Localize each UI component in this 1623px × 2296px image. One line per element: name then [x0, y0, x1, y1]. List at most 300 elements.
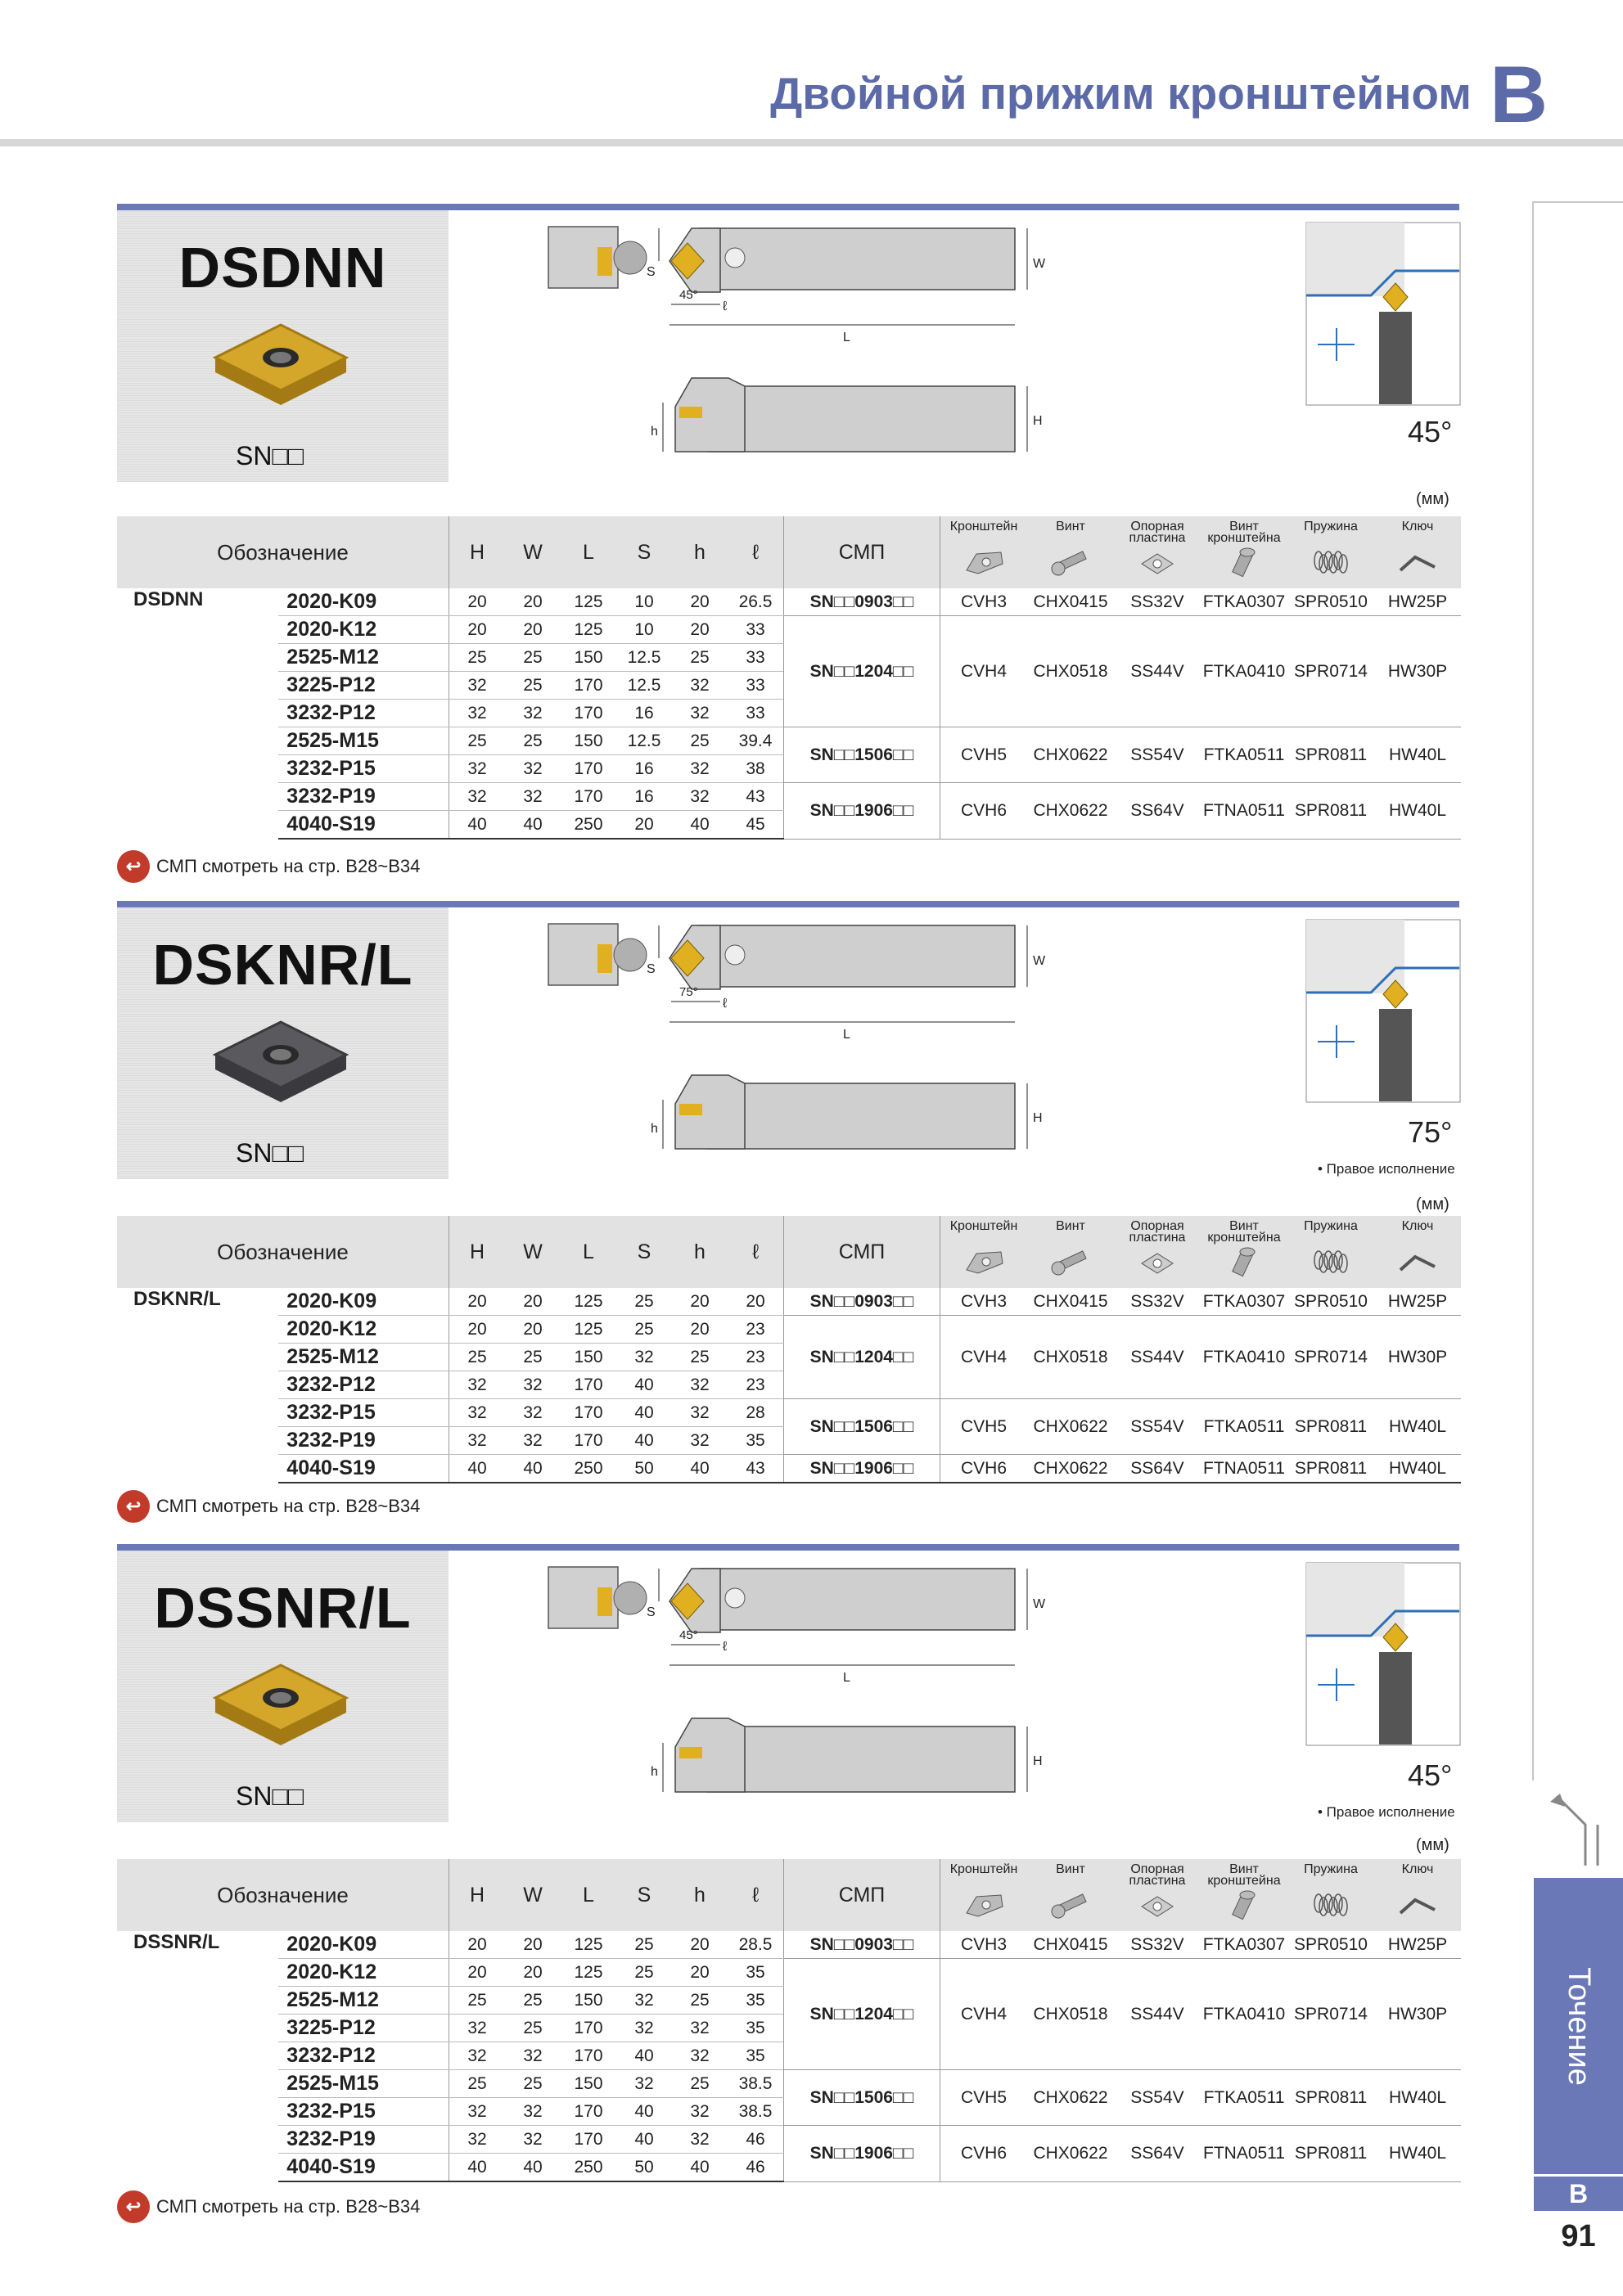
dim-W-cell: 25	[505, 672, 561, 700]
dimension-l-label: ℓ	[723, 299, 728, 313]
insert-reference-note[interactable]	[117, 850, 420, 883]
table-row	[117, 1931, 1461, 1959]
accessory-code: HW30P	[1374, 1316, 1461, 1399]
dim-W-cell: 25	[505, 1987, 561, 2015]
arrow-icon: ↩	[117, 1490, 150, 1523]
dimension-l-label: ℓ	[723, 1640, 728, 1654]
accessory-header-label: Ключ	[1401, 520, 1434, 533]
dim-l-cell: 35	[728, 1987, 784, 2015]
dim-h-cell: 32	[672, 2098, 728, 2126]
accessory-code: CVH4	[940, 1959, 1028, 2070]
clamp-icon	[960, 546, 1008, 579]
dim-l-cell: 28	[728, 1399, 784, 1427]
insert-code: SN□□0903□□	[784, 1288, 940, 1316]
accessory-code: SPR0811	[1287, 727, 1374, 783]
accessory-code: SS54V	[1114, 727, 1201, 783]
accessory-header	[1374, 1216, 1461, 1288]
clamp-screw-icon	[1220, 1889, 1268, 1921]
dim-L-cell: 170	[561, 2098, 616, 2126]
dim-H-cell: 20	[449, 1959, 506, 1987]
tool-type: DSSNR/L	[133, 1931, 220, 1953]
dim-L-cell: 125	[561, 1316, 616, 1344]
tool-size: 4040-S19	[278, 1455, 449, 1483]
accessory-code: FTKA0410	[1201, 1959, 1287, 2070]
dim-L-cell: 125	[561, 1959, 616, 1987]
dim-S-cell: 25	[616, 1288, 672, 1316]
dim-L-cell: 150	[561, 1344, 616, 1371]
smp-header: СМП	[784, 1859, 940, 1931]
dim-W-cell: 32	[505, 2098, 561, 2126]
accessory-code: CHX0622	[1027, 1399, 1114, 1455]
dim-header: H	[449, 1859, 506, 1931]
accessory-header	[1287, 1859, 1374, 1931]
accessory-header-label: Опорная пластина	[1129, 520, 1186, 545]
accessory-code: CHX0518	[1027, 1959, 1114, 2070]
section-dsknr	[0, 901, 1623, 1539]
accessory-code: FTKA0511	[1201, 727, 1287, 783]
table-row	[117, 727, 1461, 755]
dim-S-cell: 12.5	[616, 644, 672, 672]
dim-S-cell: 32	[616, 2015, 672, 2042]
accessory-header-label: Пружина	[1304, 1862, 1358, 1876]
accessory-code: CHX0518	[1027, 1316, 1114, 1399]
tool-dimension-diagram	[524, 907, 1146, 1177]
insert-reference-note[interactable]	[117, 1490, 420, 1523]
units-label: (мм)	[1416, 490, 1449, 508]
accessory-code: SS32V	[1114, 1931, 1201, 1959]
dim-h-cell: 32	[672, 2042, 728, 2070]
dim-W-cell: 32	[505, 1399, 561, 1427]
dimension-S-label: S	[647, 962, 656, 976]
accessory-header	[1114, 1216, 1201, 1288]
spec-table	[117, 1216, 1461, 1483]
spring-icon	[1307, 546, 1355, 579]
accessory-code: SS64V	[1114, 2126, 1201, 2182]
dim-L-cell: 125	[561, 616, 616, 644]
dim-header: h	[672, 1216, 728, 1288]
accessory-code: SS54V	[1114, 2070, 1201, 2126]
accessory-header-label: Кронштейн	[949, 1862, 1018, 1876]
dim-S-cell: 10	[616, 588, 672, 616]
accessory-header-label: Винт кронштейна	[1207, 520, 1281, 545]
accessory-code: SS54V	[1114, 1399, 1201, 1455]
dim-W-cell: 25	[505, 1344, 561, 1371]
accessory-code: HW40L	[1374, 2070, 1461, 2126]
dim-l-cell: 38.5	[728, 2070, 784, 2098]
accessory-code: FTNA0511	[1201, 783, 1287, 840]
accessory-header-label: Пружина	[1304, 520, 1358, 533]
dim-W-cell: 25	[505, 644, 561, 672]
accessory-code: SPR0811	[1287, 1455, 1374, 1483]
application-diagram	[1305, 222, 1461, 406]
accessory-header-label: Винт	[1056, 520, 1085, 533]
key-icon	[1394, 546, 1441, 579]
tool-size: 2525-M12	[278, 1987, 449, 2015]
dim-L-cell: 170	[561, 1427, 616, 1455]
dim-S-cell: 25	[616, 1931, 672, 1959]
dimension-H-label: H	[1033, 1754, 1043, 1768]
accessory-code: SPR0510	[1287, 588, 1374, 616]
dim-header: S	[616, 1859, 672, 1931]
page-title: Двойной прижим кронштейном	[770, 68, 1472, 119]
dim-H-cell: 20	[449, 1316, 506, 1344]
insert-code: SN□□1506□□	[784, 2070, 940, 2126]
dim-W-cell: 20	[505, 1931, 561, 1959]
table-header-row	[117, 1859, 1461, 1931]
hand-note: • Правое исполнение	[1318, 1804, 1455, 1820]
accessory-code: SS44V	[1114, 1316, 1201, 1399]
dimension-h-label: h	[651, 1765, 658, 1779]
dim-h-cell: 32	[672, 672, 728, 700]
dim-S-cell: 25	[616, 1959, 672, 1987]
application-diagram	[1305, 919, 1461, 1103]
accessory-code: CVH6	[940, 1455, 1028, 1483]
reference-text: СМП смотреть на стр. B28~B34	[156, 1496, 421, 1516]
dim-L-cell: 170	[561, 672, 616, 700]
dimension-L-label: L	[843, 331, 850, 344]
dim-l-cell: 33	[728, 672, 784, 700]
tool-size: 3232-P12	[278, 700, 449, 727]
accessory-code: SPR0510	[1287, 1931, 1374, 1959]
tool-type: DSKNR/L	[133, 1288, 221, 1310]
accessory-code: CVH3	[940, 1288, 1028, 1316]
tool-size: 2020-K12	[278, 616, 449, 644]
accessory-header	[1201, 1216, 1287, 1288]
dim-h-cell: 32	[672, 2015, 728, 2042]
section-letter: B	[1490, 49, 1548, 139]
tool-type: DSDNN	[133, 588, 204, 610]
accessory-header-label: Ключ	[1401, 1219, 1434, 1233]
tool-code: DSSNR/L	[154, 1576, 412, 1640]
accessory-code: HW40L	[1374, 727, 1461, 783]
dim-W-cell: 32	[505, 700, 561, 727]
dim-l-cell: 39.4	[728, 727, 784, 755]
dim-l-cell: 35	[728, 2015, 784, 2042]
dim-S-cell: 50	[616, 2154, 672, 2182]
accessory-code: HW40L	[1374, 783, 1461, 840]
dim-l-cell: 38	[728, 755, 784, 783]
dim-W-cell: 20	[505, 616, 561, 644]
dim-header: ℓ	[728, 1859, 784, 1931]
dim-L-cell: 250	[561, 2154, 616, 2182]
screw-icon	[1047, 1889, 1094, 1921]
dim-h-cell: 25	[672, 727, 728, 755]
dim-W-cell: 32	[505, 1427, 561, 1455]
dim-h-cell: 20	[672, 1288, 728, 1316]
dim-L-cell: 125	[561, 588, 616, 616]
dimension-H-label: H	[1033, 1111, 1043, 1125]
insert-code: SN□□1204□□	[784, 1316, 940, 1399]
dim-h-cell: 32	[672, 1427, 728, 1455]
dim-header: ℓ	[728, 1216, 784, 1288]
dim-L-cell: 250	[561, 811, 616, 840]
insert-code: SN□□1506□□	[784, 727, 940, 783]
accessory-code: SPR0811	[1287, 2126, 1374, 2182]
table-row	[117, 1288, 1461, 1316]
table-header-row	[117, 1216, 1461, 1288]
accessory-header	[1374, 1859, 1461, 1931]
tool-size: 2020-K12	[278, 1316, 449, 1344]
dim-W-cell: 40	[505, 1455, 561, 1483]
tool-size: 3232-P12	[278, 1371, 449, 1399]
accessory-code: CHX0518	[1027, 616, 1114, 727]
accessory-code: CHX0622	[1027, 2126, 1114, 2182]
accessory-code: HW40L	[1374, 1399, 1461, 1455]
accessory-code: SS64V	[1114, 1455, 1201, 1483]
insert-reference-note[interactable]	[117, 2190, 420, 2223]
dim-l-cell: 43	[728, 783, 784, 811]
accessory-header-label: Винт кронштейна	[1207, 1862, 1281, 1888]
accessory-code: FTKA0307	[1201, 588, 1287, 616]
accessory-code: CHX0415	[1027, 1288, 1114, 1316]
tool-id-panel	[117, 1551, 449, 1822]
accessory-code: CVH5	[940, 727, 1028, 783]
dim-W-cell: 25	[505, 2015, 561, 2042]
insert-code: SN□□1204□□	[784, 616, 940, 727]
accessory-code: HW25P	[1374, 1931, 1461, 1959]
dim-H-cell: 25	[449, 1987, 506, 2015]
table-row	[117, 1399, 1461, 1427]
dim-l-cell: 45	[728, 811, 784, 840]
dim-L-cell: 170	[561, 2126, 616, 2154]
dim-l-cell: 35	[728, 1959, 784, 1987]
dim-W-cell: 20	[505, 1288, 561, 1316]
spec-table	[117, 516, 1461, 840]
insert-image	[199, 1006, 363, 1112]
dim-h-cell: 32	[672, 755, 728, 783]
accessory-code: FTKA0511	[1201, 1399, 1287, 1455]
accessory-code: SPR0811	[1287, 2070, 1374, 2126]
accessory-code: CHX0622	[1027, 783, 1114, 840]
accessory-code: SPR0811	[1287, 1399, 1374, 1455]
tool-size: 4040-S19	[278, 2154, 449, 2182]
dim-H-cell: 25	[449, 727, 506, 755]
designation-header: Обозначение	[117, 1859, 449, 1931]
accessory-header	[940, 1216, 1028, 1288]
accessory-code: FTNA0511	[1201, 2126, 1287, 2182]
dim-header: L	[561, 516, 616, 588]
dim-W-cell: 20	[505, 1316, 561, 1344]
dim-h-cell: 40	[672, 2154, 728, 2182]
page-number: 91	[1561, 2219, 1596, 2253]
accessory-code: CVH3	[940, 588, 1028, 616]
dim-H-cell: 32	[449, 1371, 506, 1399]
dim-l-cell: 23	[728, 1344, 784, 1371]
dim-S-cell: 20	[616, 811, 672, 840]
accessory-code: CHX0622	[1027, 727, 1114, 783]
dim-W-cell: 25	[505, 727, 561, 755]
insert-code: SN□□0903□□	[784, 1931, 940, 1959]
arrow-icon: ↩	[117, 2190, 150, 2223]
dim-L-cell: 170	[561, 1399, 616, 1427]
accessory-code: CVH5	[940, 1399, 1028, 1455]
dim-H-cell: 40	[449, 1455, 506, 1483]
accessory-code: SS32V	[1114, 588, 1201, 616]
dim-S-cell: 50	[616, 1455, 672, 1483]
dim-H-cell: 32	[449, 2126, 506, 2154]
accessory-header-label: Винт	[1056, 1862, 1085, 1876]
dim-h-cell: 25	[672, 1344, 728, 1371]
dim-S-cell: 40	[616, 1399, 672, 1427]
tool-size: 3232-P19	[278, 2126, 449, 2154]
dim-header: W	[505, 516, 561, 588]
approach-angle: 75°	[1408, 1115, 1453, 1149]
dim-L-cell: 170	[561, 1371, 616, 1399]
tool-size: 2020-K09	[278, 1288, 449, 1316]
header-rule	[0, 139, 1623, 146]
accessory-header	[1027, 1859, 1114, 1931]
section-top-bar	[117, 901, 1459, 907]
dim-h-cell: 40	[672, 811, 728, 840]
dim-h-cell: 20	[672, 616, 728, 644]
dim-L-cell: 250	[561, 1455, 616, 1483]
tool-size: 2525-M15	[278, 2070, 449, 2098]
table-row	[117, 588, 1461, 616]
accessory-code: FTKA0511	[1201, 2070, 1287, 2126]
shim-plate-icon	[1134, 1889, 1181, 1921]
table-row	[117, 1959, 1461, 1987]
accessory-code: CVH3	[940, 1931, 1028, 1959]
tool-dimension-diagram	[524, 210, 1146, 480]
accessory-header-label: Ключ	[1401, 1862, 1434, 1876]
dim-S-cell: 40	[616, 2126, 672, 2154]
dim-S-cell: 32	[616, 1344, 672, 1371]
dim-header: h	[672, 516, 728, 588]
dim-l-cell: 23	[728, 1316, 784, 1344]
dim-H-cell: 20	[449, 588, 506, 616]
dim-header: H	[449, 1216, 506, 1288]
dimension-S-label: S	[647, 1605, 656, 1619]
dim-h-cell: 20	[672, 1316, 728, 1344]
accessory-header	[1114, 1859, 1201, 1931]
dimension-W-label: W	[1033, 954, 1046, 968]
sidebar-tab-letter: B	[1534, 2177, 1623, 2211]
dim-H-cell: 32	[449, 700, 506, 727]
accessory-code: CVH6	[940, 2126, 1028, 2182]
section-top-bar	[117, 1544, 1459, 1551]
tool-dimension-diagram	[524, 1551, 1146, 1821]
accessory-header-label: Опорная пластина	[1129, 1219, 1186, 1245]
tool-size: 2020-K12	[278, 1959, 449, 1987]
tool-size: 3232-P12	[278, 2042, 449, 2070]
dim-L-cell: 150	[561, 727, 616, 755]
table-row	[117, 783, 1461, 811]
dim-S-cell: 32	[616, 1987, 672, 2015]
dim-h-cell: 32	[672, 1371, 728, 1399]
dim-header: H	[449, 516, 506, 588]
tool-size: 2525-M12	[278, 644, 449, 672]
dim-W-cell: 32	[505, 755, 561, 783]
dim-H-cell: 32	[449, 2098, 506, 2126]
accessory-code: SS64V	[1114, 783, 1201, 840]
dim-h-cell: 25	[672, 644, 728, 672]
accessory-code: SPR0714	[1287, 616, 1374, 727]
accessory-code: SS32V	[1114, 1288, 1201, 1316]
tool-size: 4040-S19	[278, 811, 449, 840]
accessory-header	[1201, 516, 1287, 588]
dim-l-cell: 20	[728, 1288, 784, 1316]
tool-size: 3232-P15	[278, 755, 449, 783]
table-row	[117, 1455, 1461, 1483]
dim-L-cell: 150	[561, 644, 616, 672]
accessory-header	[940, 1859, 1028, 1931]
insert-code: SN□□1906□□	[784, 2126, 940, 2182]
dim-header: L	[561, 1216, 616, 1288]
clamp-screw-icon	[1220, 546, 1268, 579]
dim-S-cell: 40	[616, 1371, 672, 1399]
dim-H-cell: 32	[449, 672, 506, 700]
dim-l-cell: 33	[728, 700, 784, 727]
dim-S-cell: 40	[616, 2042, 672, 2070]
spec-table	[117, 1859, 1461, 2182]
accessory-header-label: Винт	[1056, 1219, 1085, 1233]
dim-h-cell: 20	[672, 1931, 728, 1959]
accessory-code: HW25P	[1374, 1288, 1461, 1316]
dim-h-cell: 32	[672, 2126, 728, 2154]
accessory-code: FTKA0410	[1201, 1316, 1287, 1399]
dim-L-cell: 170	[561, 2015, 616, 2042]
dim-W-cell: 32	[505, 783, 561, 811]
dimension-S-label: S	[647, 265, 656, 279]
dim-l-cell: 43	[728, 1455, 784, 1483]
dim-W-cell: 32	[505, 2126, 561, 2154]
dim-W-cell: 32	[505, 2042, 561, 2070]
dim-H-cell: 32	[449, 1427, 506, 1455]
accessory-code: FTNA0511	[1201, 1455, 1287, 1483]
designation-header: Обозначение	[117, 516, 449, 588]
dim-h-cell: 20	[672, 588, 728, 616]
accessory-code: HW25P	[1374, 588, 1461, 616]
tool-size: 2525-M15	[278, 727, 449, 755]
accessory-header-label: Кронштейн	[949, 520, 1018, 533]
dim-H-cell: 32	[449, 2042, 506, 2070]
insert-code: SN□□1204□□	[784, 1959, 940, 2070]
tool-size: 3225-P12	[278, 672, 449, 700]
dim-header: W	[505, 1216, 561, 1288]
dim-H-cell: 40	[449, 2154, 506, 2182]
dim-W-cell: 20	[505, 1959, 561, 1987]
accessory-header	[940, 516, 1028, 588]
dimension-W-label: W	[1033, 1597, 1046, 1611]
table-row	[117, 2126, 1461, 2154]
tool-id-panel	[117, 907, 449, 1179]
dim-W-cell: 20	[505, 588, 561, 616]
sidebar-top-line	[1532, 201, 1623, 203]
tool-size: 3225-P12	[278, 2015, 449, 2042]
dimension-h-label: h	[651, 1122, 658, 1136]
accessory-header-label: Кронштейн	[949, 1219, 1018, 1233]
dim-l-cell: 35	[728, 2042, 784, 2070]
tool-size: 3232-P19	[278, 783, 449, 811]
accessory-code: CHX0415	[1027, 1931, 1114, 1959]
shim-plate-icon	[1134, 1245, 1181, 1278]
smp-header: СМП	[784, 1216, 940, 1288]
accessory-header	[1287, 1216, 1374, 1288]
dim-l-cell: 38.5	[728, 2098, 784, 2126]
smp-header: СМП	[784, 516, 940, 588]
table-row	[117, 1316, 1461, 1344]
approach-angle-label: 75°	[679, 985, 698, 999]
dim-l-cell: 33	[728, 644, 784, 672]
section-dssnr	[0, 1544, 1623, 2240]
dim-l-cell: 28.5	[728, 1931, 784, 1959]
accessory-code: FTKA0410	[1201, 616, 1287, 727]
insert-label: SN□□	[236, 441, 304, 470]
dim-H-cell: 32	[449, 783, 506, 811]
units-label: (мм)	[1416, 1195, 1449, 1213]
shim-plate-icon	[1134, 546, 1181, 579]
accessory-header-label: Винт кронштейна	[1207, 1219, 1281, 1245]
